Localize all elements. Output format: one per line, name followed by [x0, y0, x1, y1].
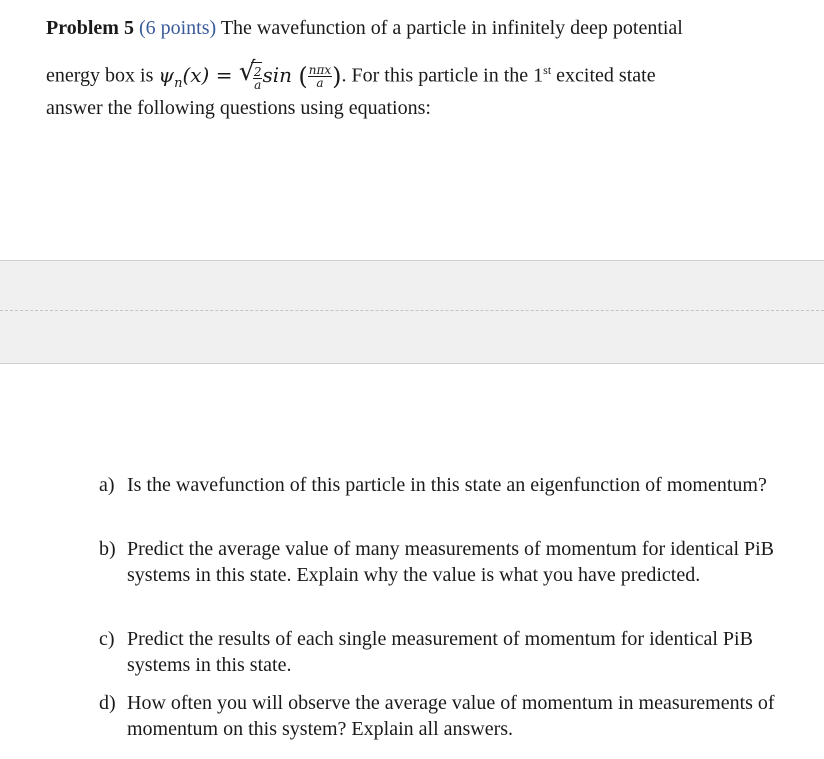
question-d — [99, 690, 779, 742]
question-a — [99, 472, 779, 498]
problem-text-2: energy box is — [46, 64, 154, 87]
problem-text-3b: excited state — [551, 64, 656, 87]
question-label: a) — [99, 474, 115, 496]
problem-text-3a: . For this particle in the 1 — [341, 64, 544, 87]
psi-symbol: ψ — [158, 62, 175, 87]
page-break-band — [0, 260, 824, 364]
problem-statement-line-3: answer the following questions using equations: — [46, 97, 431, 119]
question-text: Is the wavefunction of this particle in this state an eigenfunction of momentum? — [127, 474, 767, 496]
ordinal-superscript: st — [543, 63, 552, 77]
problem-statement-line-2 — [46, 56, 656, 98]
problem-statement-line-1 — [46, 14, 683, 42]
question-label: b) — [99, 538, 116, 560]
sin-function: sin — [262, 62, 293, 87]
fraction-2-over-a: $\frac{2}{a}$ — [253, 64, 262, 92]
paren-close: ) — [332, 62, 342, 91]
psi-subscript: n — [174, 75, 183, 91]
wavefunction-equation — [158, 56, 342, 92]
question-b — [99, 536, 779, 588]
question-label: d) — [99, 692, 116, 714]
question-text: Predict the average value of many measurements of momentum for identical PiB systems in this state. Explain why the value is what you have predicted. — [127, 538, 775, 586]
paren-open: ( — [298, 62, 308, 91]
page-break-divider — [0, 310, 824, 311]
question-text: How often you will observe the average value of momentum in measurements of momentum on this system? Explain all answers. — [127, 692, 775, 740]
sqrt-sign: √ — [238, 56, 256, 87]
problem-points: (6 points) — [138, 17, 217, 39]
question-text: Predict the results of each single measurement of momentum for identical PiB systems in this state. — [127, 628, 753, 676]
problem-text-1: The wavefunction of a particle in infinitely deep potential — [220, 17, 683, 39]
sqrt-expression — [238, 56, 263, 92]
fraction-npix-over-a: $\frac{\text{nπx}}{a}$ — [308, 62, 332, 90]
question-label: c) — [99, 628, 115, 650]
problem-heading: Problem 5 — [46, 17, 134, 39]
psi-argument: (x) = — [182, 62, 233, 87]
question-c — [99, 626, 779, 678]
